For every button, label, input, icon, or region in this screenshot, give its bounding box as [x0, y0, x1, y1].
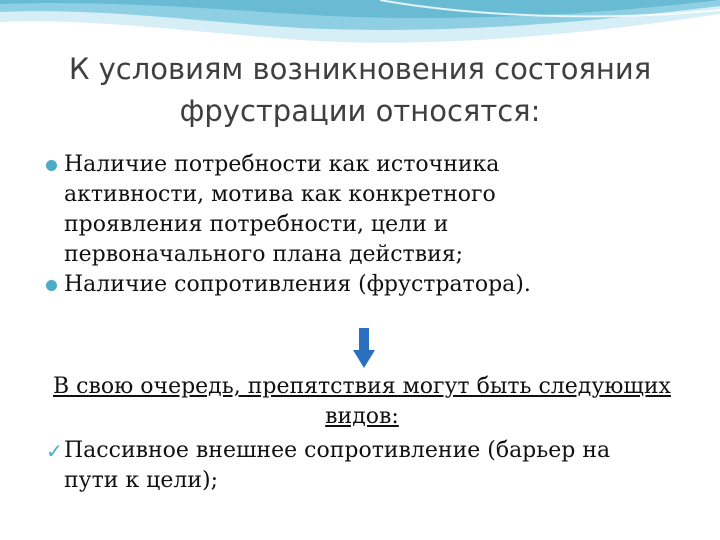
list-item — [46, 150, 686, 270]
list-item-line: Пассивное внешнее сопротивление (барьер на — [64, 438, 611, 463]
checkmark-icon: ✓ — [46, 439, 63, 463]
list-item-line: первоначального плана действия; — [64, 242, 464, 267]
circle-bullet-icon — [46, 160, 57, 171]
list-item-line: пути к цели); — [64, 468, 218, 493]
title-line-1: К условиям возникновения состояния — [68, 52, 652, 86]
note-line-2: видов: — [325, 404, 399, 429]
slide-title — [40, 48, 680, 132]
list-item-line: проявления потребности, цели и — [64, 212, 449, 237]
conditions-list — [46, 150, 686, 300]
list-item-line: Наличие сопротивления (фрустратора). — [64, 272, 531, 297]
circle-bullet-icon — [46, 280, 57, 291]
list-item — [46, 270, 686, 300]
obstacles-intro — [40, 372, 684, 432]
title-line-2: фрустрации относятся: — [179, 94, 541, 128]
list-item — [46, 436, 686, 496]
note-line-1: В свою очередь, препятствия могут быть следующих — [53, 374, 671, 399]
obstacles-list — [46, 436, 686, 496]
list-item-line: активности, мотива как конкретного — [64, 182, 496, 207]
down-arrow-icon — [353, 328, 375, 368]
list-item-line: Наличие потребности как источника — [64, 152, 500, 177]
